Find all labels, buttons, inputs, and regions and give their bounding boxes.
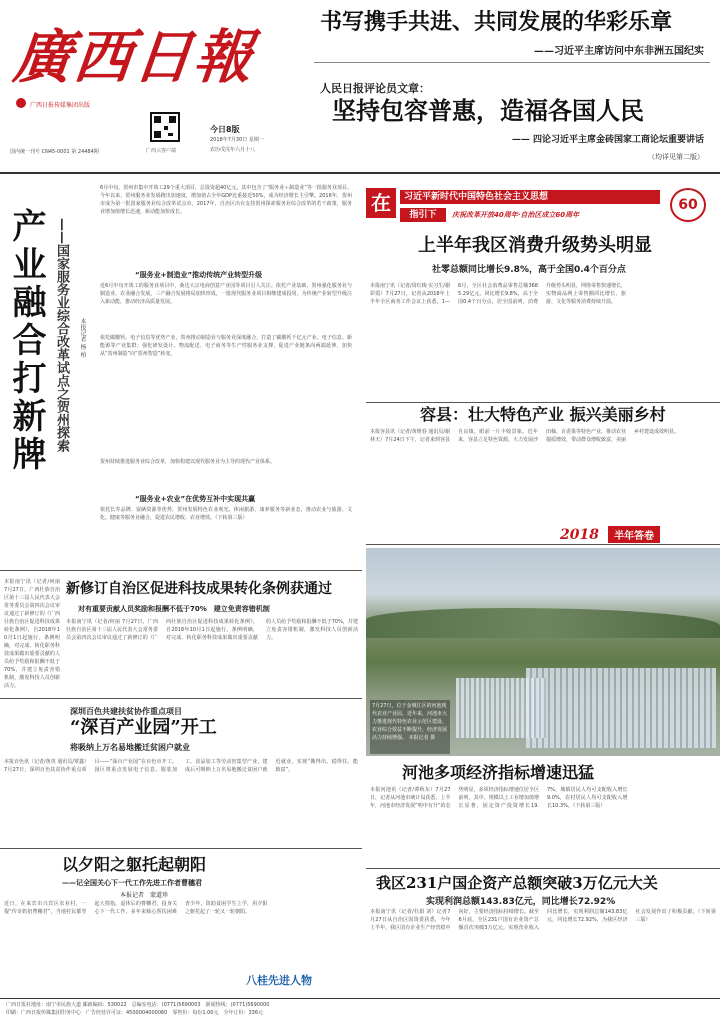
publisher-logo-icon <box>16 98 26 108</box>
hechi-body: 本报河池讯（记者/谭秋东）7月27日，记者从河池市统计局获悉，上半年，河池市经济发展“明中有升”的态势明显，多项经济指标增速位居全区前列。其中，规模以上工业增加值增长显著，固定资产投资增长19.7%，城镇居民人均可支配收入增长9.0%，农村居民人均可支配收入增长10.3%。（下转第三版） <box>370 787 628 809</box>
hechi-story <box>366 758 720 868</box>
half-year-badge <box>560 524 720 542</box>
news-photo <box>366 548 720 756</box>
lead-title <box>6 208 46 474</box>
anniversary-emblem: 60 <box>670 188 706 222</box>
page-count: 今日8版 <box>210 125 240 134</box>
soe-body: 本报南宁讯（记者/杜娟 刘）记者7月27日从自治区国资委获悉，今年上半年，我区国有企业生产经营稳中向好，主要经济指标持续增长。截至6月底，全区231户国有企业资产总额首次突破3万亿元，实现营业收入同比增长，实现利润总额143.83亿元，同比增长72.92%，为我区经济社会发展作出了积极贡献。（下转第三版） <box>370 909 716 931</box>
rongxian-body: 本报容县讯（记者/黄维春 通讯员/谢林天）7月24日下午，记者来到容县自良镇，眼前一片丰收景象。近年来，容县立足特色资源，大力发展沙田柚、百香果等特色产业，推动农业提质增效，带动群众增收致富，美丽乡村建设成效明显。 <box>370 429 680 443</box>
tech-title: 新修订自治区促进科技成果转化条例获通过 <box>66 581 332 597</box>
commentary-headline: 坚持包容普惠，造福各国人民 <box>332 96 644 125</box>
footer-line-1: 广西日报社地址：南宁市民族大道 邮政编码：530022 总编室电话：(0771)5690003 新闻热线：(0771)5690000 <box>6 1002 270 1008</box>
postal-note: 广西云客户端 <box>146 148 177 154</box>
lead-body-top: 6月中旬，贺州市集中开竣工29个重大项目，总投资超40亿元，其中包含了“服务业＋制造业”等一批服务业项目。今年以来，贺州服务业发展跑出加速度，增加值占全年GDP比重接近50%，成为经济增长主引擎。2016年，贺州市成为第一批国家服务业综合改革试点市。2017年，自治区出台支持贺州探索服务业综合改革的若干政策，服务业增加值增长迅速，新动能加快成长。 <box>100 185 352 215</box>
tech-subtitle: 对有重要贡献人员奖励和报酬不低于70% 建立免责容错机制 <box>78 605 270 613</box>
footer-line-2: 印刷：广西日报传媒集团印务中心 广告经营许可证：4500004000060 零售价：每份1.00元 全年订价：336元 <box>6 1010 264 1016</box>
newspaper-logo: 廣西日報 <box>10 23 258 91</box>
issue-date: 2018年7月30日 星期一 <box>210 137 264 143</box>
column-title: 习近平新时代中国特色社会主义思想 <box>400 190 660 204</box>
soe-story <box>366 870 720 994</box>
lead-title-text: 产业融合打新牌 <box>6 208 46 474</box>
lead-body-2: 近6月中旬开竣工的服务业项目中，桑达大宗电商创意产业园等项目引人关注。依托产业基础，贺州强化服务业与制造业、农业融合发展，三产融合发展格局加快形成，一批现代服务业项目相继建成投用，为传统产业转型升级注入新动能，推动经济高质量发展。 <box>100 283 352 305</box>
banner-headline: 书写携手共进、共同发展的华彩乐章 <box>320 9 673 35</box>
badge-year: 2018 <box>560 527 599 543</box>
commentary-label: 人民日报评论员文章： <box>320 82 430 95</box>
publisher: 广西日报传媒集团出版 <box>30 102 91 109</box>
commentary-byline: —— 四论习近平主席金砖国家工商论坛重要讲话 <box>511 135 704 145</box>
lead-body-4: 依托长寿品牌、富硒资源等优势，贺州发展特色农业观光、休闲旅游、康养服务等新业态，推动农业与旅游、文化、健康等服务业融合，促进农民增收、农业增效。（下转第三版） <box>100 507 352 521</box>
sunset-byline: 本报记者 蒙道珍 <box>120 892 169 899</box>
soe-subtitle: 实现利润总额143.83亿元，同比增长72.92% <box>426 897 616 907</box>
baise-subtitle: 将吸纳上万名易地搬迁贫困户就业 <box>70 743 190 752</box>
lead-byline: 本报记者 杨 柏 <box>79 318 86 358</box>
soe-title: 我区231户国企资产总额突破3万亿元大关 <box>376 874 658 892</box>
badge-text: 半年答卷 <box>608 526 660 543</box>
masthead <box>0 0 300 160</box>
tech-body: 本报南宁讯（记者/何丽 7月27日，广西壮族自治区第十三届人民代表大会常务委员会第四次会议审议通过了新修订的《广西壮族自治区促进科技成果转化条例》，自2018年10月1日起施行。条例明确，对完成、转化职务科技成果做出重要贡献的人员给予奖励和报酬不低于70%，并建立免责容错机制，激发科技人员创新活力。 <box>66 619 358 641</box>
lunar-date: 农历戊戌年六月十八 <box>210 147 256 153</box>
lead-story <box>0 178 360 568</box>
baise-body: 本报百色讯（记者/黄英 通讯员/覃鑫）7月27日，深圳百色扶贫协作重点项目——“深百产业园”在百色市开工。园区将重点发展电子信息、服装加工、食品加工等劳动密集型产业，建成后可吸纳上万名易地搬迁贫困户就近就业，实现“搬得出、稳得住、能致富”。 <box>4 759 358 773</box>
tech-body-side: 本报南宁讯（记者/何丽 7月27日，广西壮族自治区第十三届人民代表大会常务委员会第四次会议审议通过了新修订的《广西壮族自治区促进科技成果转化条例》，自2018年10月1日起施行。条例明确，对完成、转化职务科技成果做出重要贡献的人员给予奖励和报酬不低于70%，并建立免责容错机制，激发科技人员创新活力。 <box>4 579 60 689</box>
banner-byline: ——习近平主席访问中东非洲五国纪实 <box>534 46 704 57</box>
baise-kicker: 深圳百色共建扶贫协作重点项目 <box>70 707 182 716</box>
sunset-story <box>0 852 362 994</box>
consume-title: 上半年我区消费升级势头明显 <box>418 235 652 256</box>
column-banner <box>366 188 720 228</box>
qr-code <box>150 112 180 142</box>
rongxian-title: 容县：壮大特色产业 振兴美丽乡村 <box>420 405 666 424</box>
sunset-subtitle: ——记全国关心下一代工作先进工作者曹穗君 <box>62 879 202 887</box>
lead-subtitle: ——国家服务业综合改革试点之贺州探索 <box>54 218 69 452</box>
lead-body-5: 贺州持续推进服务业综合改革，加快构建以现代服务业为主导的现代产业体系。 <box>100 459 276 465</box>
tech-story <box>0 574 362 696</box>
sunset-title: 以夕阳之躯托起朝阳 <box>62 855 207 874</box>
column-sub: 指引下 <box>400 208 446 222</box>
top-banner <box>300 0 720 170</box>
registration-number: 国内统一刊号 CN45-0001 第 24484期 <box>10 149 99 155</box>
hechi-title: 河池多项经济指标增速迅猛 <box>402 763 595 782</box>
baise-title: “深百产业园”开工 <box>70 717 217 738</box>
sunset-tag: 八桂先进人物 <box>246 974 312 987</box>
column-slogan: 庆祝改革开放40周年·自治区成立60周年 <box>452 211 580 219</box>
photo-caption: 7月27日，位于金城江区的河池现代农业产业园。近年来，河池市大力推进现代特色农业示范区建设，农业综合效益不断提升，经济发展活力持续增强。 本报记者 摄 <box>370 700 450 754</box>
see-page-note: （均详见第二版） <box>648 153 704 161</box>
column-tag: 在 <box>366 188 396 218</box>
lead-body-3: 依托碳酸钙、电子信息等优势产业，贺州推动制造业与服务业深度融合，打造了碳酸钙千亿元产业、电子信息、新能源等产业集群；强化研发设计、物流配送、电子商务等生产性服务业支撑，促进产业链条向两端延伸，加快从“贺州制造”向“贺州智造”转变。 <box>100 335 352 357</box>
sunset-body: 近日，在来宾市兴宾区农业村，一提“传奇奶奶曹穗君”，当地村民都竖起大拇指。退休后的曹穗君，投身关心下一代工作，多年来倾心帮扶困难青少年，资助贫困学生上学，用夕阳之躯托起了一轮又一轮朝阳。 <box>4 901 268 915</box>
lead-heading-2: “服务业+农业”在优势互补中实现共赢 <box>135 495 256 503</box>
baise-story <box>0 702 362 846</box>
consume-body: 本报南宁讯（记者/周红梅 实习生/谢彩霞）7月27日，记者从2018年上半年全区商务工作会议上获悉，1—6月，全区社会消费品零售总额3685.29亿元，同比增长9.8%，高于全国0.4个百分点，居全国前列。消费升级势头明显，网络零售快速增长，实物商品网上零售额同比增长，旅游、文化等服务消费持续升温。 <box>370 283 627 305</box>
consume-subtitle: 社零总额同比增长9.8%，高于全国0.4个百分点 <box>432 265 626 275</box>
lead-heading-1: “服务业+制造业”推动传统产业转型升级 <box>135 271 263 279</box>
